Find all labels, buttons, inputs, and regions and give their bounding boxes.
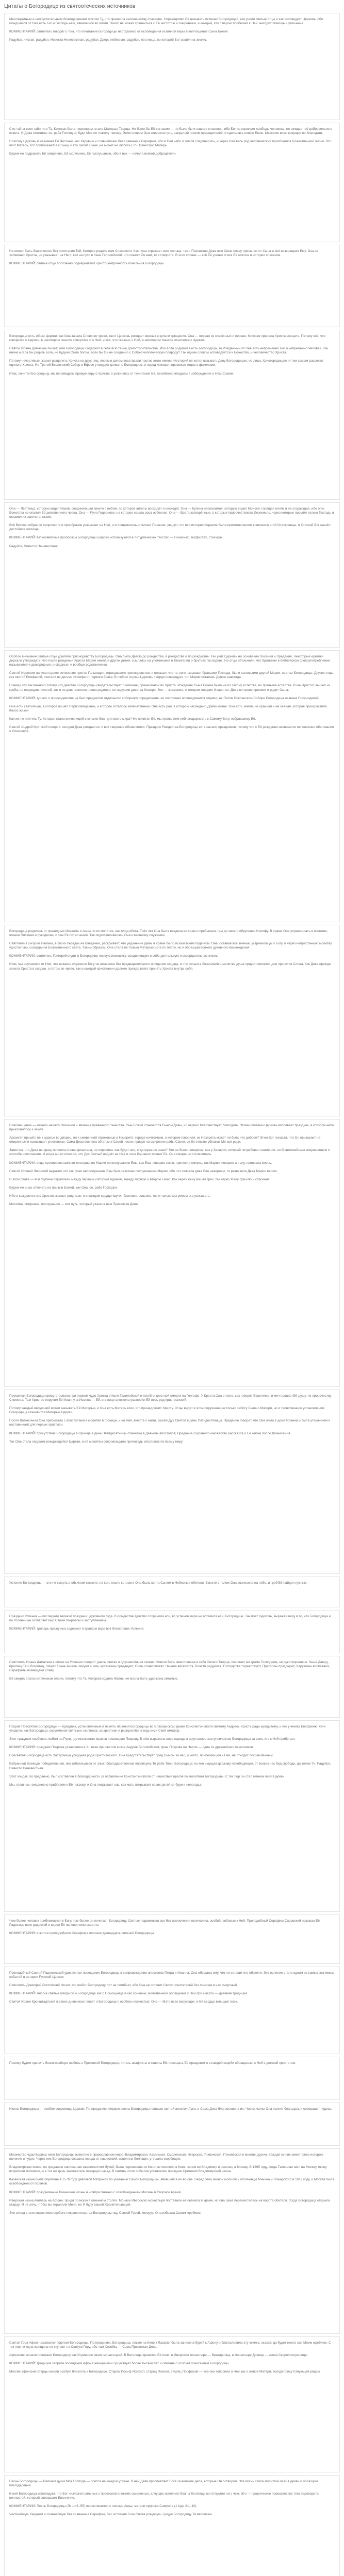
paragraph: Так Она стала сердцем рождающейся Церкви, и её молитвы сопровождали проповедь апостолов по всему миру. bbox=[9, 1439, 184, 1444]
paragraph: Чем более человек приближается к Богу, тем более он почитает Богородицу. Святые подвижники все без исключения отличались особой любовью к Ней. Преподобный Серафим Саровский называл Её Радостью всех радостей и видел Её явления многократно. bbox=[9, 1919, 320, 1927]
paragraph: Пресвятая Богородица присутствовала при первом чуде Христа в Кане Галилейской и при Его крестной смерти на Голгофе. У Креста Она стояла, как говорит Евангелие, и меч прошёл Её душу, по пророчеству Симеона. Там Христос поручил Её Иоанну, а Иоанна — Ей, и в лице апостола усыновил Ей весь род христианский. bbox=[9, 1394, 332, 1402]
paragraph: В ней Богородица исповедует, что Бог низложил сильных с престолов и вознёс смиренных, алчущих исполнил благ, а богатящихся отпустил ни с чем. Это — пророческое провозвестие того переворота ценностей, который совершает Евангелие. bbox=[9, 2492, 319, 2500]
paragraph: Иконы Богородицы — особое сокровище Церкви. По преданию, первые иконы Богородицы написал святой апостол Лука, и Сама Дева благословила их. Через иконы Она являет благодать и совершает чудеса. bbox=[9, 2107, 333, 2111]
paragraph: Иверская икона явилась на Афоне, придя по морю в огненном столпе. Монахи Иверского монастыря поставили её сначала в храме, но она сама переместилась на ворота обители. Тогда Богородица открыла старцу: Я не хочу, чтобы вы охраняли Меня, но Я буду вашей Хранительницей. bbox=[9, 2198, 330, 2207]
paragraph: Святой Андрей Критский говорит: сегодня Дева рождается, и всё творение обновляется. Праздник Рождества Богородицы есть начало праздников, потому что с Её рождения начинается исполнение обетования о Спасителе. bbox=[9, 725, 334, 734]
quote-block-1 bbox=[4, 13, 340, 120]
paragraph: Святитель Димитрий Ростовский писал: кто любит Богородицу, тот не погибнет, ибо Она не оставит Своих почитателей без помощи в час смертный. bbox=[9, 1984, 238, 1988]
paragraph: Песнь Богородицы — Величит душа Моя Господа — поётся на каждой утрене. В ней Дева прославляет Бога за великие дела, которые Он сотворил. Эта песнь стала молитвой всей Церкви и образцом благодарения. bbox=[9, 2480, 318, 2488]
paragraph: Потому нечестивые, желая разделить Христа на двух лиц, первым делом восставали против этого имени. Несторий не хотел называть Деву Богородицею, но лишь Христородицею, и тем самым рассекал единого Христа. Но Третий Вселенский Собор в Ефесе утвердил догмат о Богородице, и народ ликовал, провожая отцов с факелами. bbox=[9, 359, 323, 367]
paragraph: Святой Иоанн Кронштадтский в своих дневниках пишет о Богородице с особою нежностью: Она — Мать всех верующих, и Её сердце вмещает всех. bbox=[9, 2000, 238, 2004]
quote-block-9 bbox=[4, 1389, 340, 1574]
paragraph: Итак, почитая Богородицу, мы исповедуем правую веру о Христе; а уклоняясь от почитания Её, неизбежно впадаем в заблуждение о Нём Самом. bbox=[9, 371, 234, 376]
quote-block-12 bbox=[4, 1656, 340, 1718]
paragraph: Не может быть благочестия без почитания Той, Которая родила нам Спасителя. Как луна отражает свет солнца, так и Пресвятая Дева всю Свою славу приемлет от Сына и всё возвращает Ему. Она не затмевает Христа, но указывает на Него, как на пути в Кане Галилейской: что скажет Он вам, то сотворите. В этих словах — всё Её учение и вся Её миссия в истории спасения. bbox=[9, 249, 319, 258]
quote-block-4 bbox=[4, 330, 340, 500]
paragraph: Потому каждый верующий может называть Её Матерью, и Она есть Матерь всех, кто принадлежит Христу. Отцы видят в этом поручении не только заботу Сына о Матери, но и таинственное установление: Богородица становится Матерью Церкви. bbox=[9, 1406, 325, 1415]
paragraph: Радуйся, Невесто Неневестная! bbox=[9, 544, 59, 548]
quote-block-20 bbox=[4, 2475, 340, 2576]
paragraph: Благовещение — начало нашего спасения и явление превечного таинства. Сын Божий становится Сыном Девы, и Гавриил благовествует благодать. Этими словами Церковь воспевает праздник, в котором небо приклонилось к земле. bbox=[9, 1124, 334, 1132]
paragraph: Мы, грешные, ежедневно прибегаем к Её покрову, и Она покрывает нас, как мать покрывает своих детей от бури и непогоды. bbox=[9, 1783, 202, 1787]
paragraph: Почему это так важно? Потому что девство Богородицы свидетельствует о новизне, принесённой во Христе. Рождение Сына Божия было не по закону естества, но превыше естества. И как Христос вышел из гроба, не повредив печатей, так и из девственного чрева родился, не нарушив девства Матери. Это — знамение, о котором говорил Исаия: се, Дева во чреве приимет и родит Сына. bbox=[9, 684, 331, 692]
quote-block-19 bbox=[4, 2336, 340, 2472]
paragraph: Заметим, что Дева не сразу приняла слова архангела, но спросила: как будет сие, егда мужа не знаю? Это не было неверием, как у Захарии, который потребовал знамения, но благоговейным вопрошанием о способе исполнения. И когда ангел ответил, что Дух Святый найдёт на Неё и сила Вышнего осенит Её, Она смиренно согласилась. bbox=[9, 1148, 330, 1157]
quote-block-10 bbox=[4, 1577, 340, 1607]
paragraph: Преподобный Сергий Радонежский удостоился посещения Богородицы в сопровождении апостолов Петра и Иоанна. Она обещала ему, что не оставит его обители. Это явление стало одним из самых значимых событий в истории Русской Церкви. bbox=[9, 1971, 334, 1979]
paragraph: Взбранной Воеводе победительная, яко избавльшеся от злых, благодарственная восписуем Ти раби Твои, Богородице; но яко имущая державу непобедимую, от всяких нас бед свободи, да зовем Ти: Радуйся, Невесто Неневестная. bbox=[9, 1762, 331, 1770]
paragraph: Этот праздник особенно любим на Руси, где множество храмов посвящено Покрову. В нём выражена вера народа в неустанное заступничество Богородицы за всех, кто к Ней прибегает. bbox=[9, 1737, 296, 1741]
paragraph: Радуйся, чистая, радуйся, Невеста Неневестная, радуйся, Дверь небесная, радуйся, лестница, по которой Бог сошёл на землю. bbox=[9, 38, 207, 42]
paragraph: Многократным и неопустительным благодарением почтим Ту, что принесла человечеству спасение. Справедливо Её называть истинно Богородицей, как учили святые отцы и как исповедует Церковь, ибо Рождшийся от Неё есть Бог и Господь наш, явившийся во плоти. Ничто не может сравниться с Её чистотою и смирением, и каждый, кто с верою прибегает к Ней, находит помощь и утешение. bbox=[9, 18, 323, 26]
comment-paragraph: КОММЕНТАРИЙ: тропарь праздника содержит в кратком виде всё богословие Успения. bbox=[9, 1627, 144, 1631]
comment-paragraph: КОММЕНТАРИЙ: в житии преподобного Серафима описано двенадцать явлений Богородицы. bbox=[9, 1931, 155, 1936]
paragraph: Архангел пришёл не к царице во дворец, но к смиренной отроковице в Назарете, городе ничтожном, о котором говорили: из Назарета может ли быть что доброе? Этим Бог показал, что Он призирает на смиренных и возвышает униженных. Сама Дева воспела об этом в Своей песни: призре на смирение рабы Своея, се бо отныне ублажат Мя вси роди. bbox=[9, 1136, 321, 1144]
comment-paragraph: КОММЕНТАРИЙ: святитель говорит о том, что почитание Богородицы неотделимо от исповедания истинной веры в воплощение Сына Божия. bbox=[9, 30, 229, 34]
paragraph: После Вознесения Она пребывала с апостолами в молитве в горнице, и на Неё, вместе с ними, сошёл Дух Святой в день Пятидесятницы. Предание говорит, что Она жила в доме Иоанна и была утешением и наставницей для первых христиан. bbox=[9, 1419, 331, 1427]
comment-paragraph: КОММЕНТАРИЙ: празднование Казанской иконы 4 ноября связано с освобождением Москвы в Смутное время. bbox=[9, 2190, 182, 2194]
paragraph: Всё Ветхое собрание пророчеств и прообразов указывает на Неё, и кто внимательно читает Писание, увидит, что вся история Израиля была приготовлением к явлению этой Отроковицы, в Которой Бог нашёл достойное жилище. bbox=[9, 523, 331, 532]
quote-block-5 bbox=[4, 502, 340, 648]
comment-paragraph: КОММЕНТАРИЙ: Песнь Богородицы (Лк 1:46–55) перекликается с песнью Анны, матери пророка Самуила (1 Цар 2:1–10). bbox=[9, 2504, 198, 2509]
paragraph: Успение Богородицы — это не смерть в обычном смысле, но сон, после которого Она была взята Сыном в Небесные обители. Вместе с телом Она вознесена на небо, и гроб Её найден пустым. bbox=[9, 1581, 308, 1585]
quote-block-17 bbox=[4, 2103, 340, 2146]
paragraph: Честнейшую Херувим и славнейшую без сравнения Серафим, без истления Бога Слова рождшую, сущую Богородицу Тя величаем. bbox=[9, 2513, 213, 2517]
quote-block-16 bbox=[4, 2057, 340, 2100]
paragraph: Святой Иоанн Дамаскин пишет: имя Богородицы содержит в себе всю тайну домостроительства. Ибо если родившая есть Богородица, то Рождённый от Неё есть непременно Бог и непременно Человек. Как иначе могла бы родить Бога, не будучи Сама богом, если бы Он не соединил с Собою человеческую природу? Так одним словом исповедуется и Божество, и человечество Христа. bbox=[9, 347, 328, 355]
comment-paragraph: КОММЕНТАРИЙ: многие святые говорили о Богородице как о Помощнице в час кончины; молитвенное обращение к Ней при смерти — древняя традиция. bbox=[9, 1992, 248, 1996]
quote-block-8 bbox=[4, 1119, 340, 1387]
paragraph: Покров Пресвятой Богородицы — праздник, установленный в память явления Богородицы во Влахернском храме Константинополя святому Андрею, Христа ради юродивому, и его ученику Епифанию. Они увидели, как Богородица, окружённая святыми, молилась за христиан и распростёрла над ними Свой омофор. bbox=[9, 1725, 326, 1733]
paragraph: Итак, мы научаемся от Неё, что никакое служение Богу не возможно без предварительного очищения сердца, и что только в безмолвии и молитве душа приуготовляется для принятия Слова. Как Дева прежде зачала Христа в сердце, а потом во чреве, так и каждый христианин должен прежде всего принять Христа внутрь себя. bbox=[9, 962, 331, 971]
paragraph: Пресвятая Богородица есть Заступница усердная рода христианского. Она предстательствует пред Сыном за нас, и никто, прибегающий к Ней, не отходит посрамлённым. bbox=[9, 1754, 274, 1758]
paragraph: Владимирская икона, по преданию написанная евангелистом Лукой, была перенесена из Константинополя в Киев, затем во Владимир и наконец в Москву. В 1395 году, когда Тамерлан шёл на Москву, икону встретили москвичи, и в тот же день завоеватель повернул назад. В память этого события установлен праздник Сретения Владимирской иконы. bbox=[9, 2165, 327, 2174]
paragraph: Особое внимание святые отцы уделяли приснодевству Богородицы. Она была Девою до рождества, в рождестве и по рождестве. Так учит Церковь на основании Писания и Предания. Некоторые еретики дерзали утверждать, что после рождения Христа Мария имела и других детей, ссылаясь на упоминание в Евангелии о братьях Господних. Но отцы объяснили, что братьями в библейском словоупотреблении называются и двоюродные, и сводные, и вообще родственники. bbox=[9, 655, 330, 667]
paragraph: Этот кондак, по преданию, был составлен в благодарность за избавление Константинополя от нашествия врагов по молитвам Богородицы. С тех пор он стал гимном всей Церкви. bbox=[9, 1774, 286, 1778]
quote-block-11 bbox=[4, 1610, 340, 1653]
quote-block-15 bbox=[4, 1967, 340, 2054]
quote-block-7 bbox=[4, 925, 340, 1116]
paragraph: Святая Гора Афон называется Уделом Богородицы. По преданию, Богородица, плывя на Кипр к Лазарю, была занесена бурей к Афону и благословила эту землю, сказав: да будет место сие Моим жребием. С тех пор ни одна женщина не ступает на Святую Гору, ибо там Хозяйка — Сама Пресвятая Дева. bbox=[9, 2341, 331, 2349]
paragraph: Она — Лествица, которую видел Иаков, соединяющая землю с небом, по которой ангелы восходят и нисходят. Она — Купина неопалимая, которую видел Моисей, горящая огнём и не сгорающая, ибо огнь Божества не опалил Её девственного чрева. Она — Руно Гедеоново, на которое сошла роса небесная. Она — Врата затворённые, о которых пророчествовал Иезекииль, через которые прошёл только Господь и оставил их запечатанными. bbox=[9, 507, 334, 519]
comment-paragraph: КОММЕНТАРИЙ: присутствие Богородицы в горнице в день Пятидесятницы отмечено в Деяниях апостолов; Предание сохранило множество рассказов о Её жизни после Вознесения. bbox=[9, 1431, 291, 1435]
paragraph: Многие афонские старцы имели особую близость к Богородице. Старец Иосиф Исихаст, старец Паисий, старец Порфирий — все они говорили о Ней как о живой Матери, всегда присутствующей рядом. bbox=[9, 2370, 321, 2374]
paragraph: Будем же подражать Её смирению, Её молчанию, Её послушанию, ибо в них — начало всякой добродетели. bbox=[9, 152, 176, 156]
quote-block-14 bbox=[4, 1914, 340, 1964]
paragraph: Святой Ириней Лионский выразил это так: узел непослушания Евы был развязан послушанием Марии; ибо что связала дева Ева неверием, то развязала Дева Мария верою. bbox=[9, 1169, 278, 1173]
comment-paragraph: КОММЕНТАРИЙ: догмат о приснодевстве не был предметом отдельного соборного определения, но постоянно исповедовался отцами; на Пятом Вселенском Соборе Богородица названа Приснодевой. bbox=[9, 696, 320, 700]
quote-block-3 bbox=[4, 245, 340, 327]
paragraph: Посему будем хранить благоговейную любовь к Пресвятой Богородице, читать акафисты и каноны Ей, посещать Её праздники и в каждой скорби обращаться к Ней с детской простотою. bbox=[9, 2061, 297, 2065]
quote-block-18 bbox=[4, 2148, 340, 2334]
paragraph: Афонские монахи почитают Богородицу как Игумению своих монастырей. В Ватопеде хранится Её пояс, в Иверском монастыре — Вратарница, в монастыре Дохиар — икона Скоропослушница. bbox=[9, 2353, 308, 2358]
paragraph: Будем же и мы отвечать на призыв Божий, как Она: се, раба Господня. bbox=[9, 1185, 118, 1190]
quote-block-2 bbox=[4, 123, 340, 242]
paragraph: Богородица есть образ Церкви: как Она зачала Слово во чреве, так и Церковь рождает верных в купели крещения. Она — первая из спасённых и первая, Которая приняла Христа всецело. Потому всё, что говорится о Церкви, в некотором смысле говорится и о Ней, и всё, что сказано о Ней, в некотором смысле относится к Церкви. bbox=[9, 334, 325, 343]
paragraph: Казанская икона была обретена в 1579 году девочкой Матроной по указанию Самой Богородицы, явившейся ей во сне. Перед этой иконой молились ополченцы Минина и Пожарского в 1612 году, и Москва была освобождена от поляков. bbox=[9, 2178, 335, 2186]
comment-paragraph: КОММЕНТАРИЙ: традиция запрета посещения Афона женщинами существует более тысячи лет и связана с особым почитанием Богородицы. bbox=[9, 2362, 230, 2366]
comment-paragraph: КОММЕНТАРИЙ: святые отцы постоянно подчёркивают христоцентричность почитания Богородицы. bbox=[9, 262, 165, 266]
paragraph: Богородица родилась от праведных Иоакима и Анны по их молитве, как плод обета. Трёх лет Она была введена во храм и пребывала там до своего обручения Иосифу. В храме Она упражнялась в молитве, чтении Писания и рукоделии, и там Её питал ангел. Так подготавливалась Она к великому служению. bbox=[9, 929, 328, 938]
comment-paragraph: КОММЕНТАРИЙ: святитель Григорий видит в Богородице первую исихастку, соединившую в себе деятельную и созерцательную жизнь. bbox=[9, 954, 219, 958]
paragraph: Святой Иероним написал целое сочинение против Гельвидия, отрицавшего приснодевство, и показал, что те, кого называют братьями Господа, были сыновьями другой Марии, сестры Богородицы. Другие отцы, как святой Епифаний, считали их детьми Иосифа от первого брака. В любом случае Церковь твёрдо исповедует, что Мария осталась Девою навсегда. bbox=[9, 671, 334, 680]
paragraph: Поэтому Церковь и называет Её Честнейшею Херувим и славнейшею без сравнения Серафим, ибо в Ней небо и земля соединились, и через Неё весь род человеческий приобщился Божественной жизни. Кто чтит Матерь, тот приближается к Сыну, и кто любит Сына, не может не любить Его Пречистую Матерь. bbox=[9, 140, 332, 148]
paragraph: Её смерть стала источником жизни, потому что Та, Которая родила Жизнь, не могла быть удержана смертью. bbox=[9, 1677, 178, 1681]
comment-paragraph: КОММЕНТАРИЙ: праздник Покрова установлен в XII веке при святом князе Андрее Боголюбском; храм Покрова на Нерли — один из древнейших памятников. bbox=[9, 1745, 254, 1750]
page-title: Цитаты о Богородице из святоотеческих источников bbox=[4, 3, 136, 9]
paragraph: Молитва, смирение, послушание — вот путь, который указала нам Пресвятая Дева. bbox=[9, 1202, 139, 1207]
paragraph: Она есть святилище, в которое вошёл Первосвященник, и которое осталось запечатанным. Она есть рай, в котором насаждено Древо жизни. Она есть земля, не оранная и не сеяная, которая произрастила Колос жизни. bbox=[9, 704, 327, 713]
paragraph: Праздник Успения — последний великий праздник церковного года. В рождестве девство сохранила еси, во успении мира не оставила еси, Богородице. Так поёт Церковь, выражая веру в то, что Богородица и по Успении не оставляет мир Своим покровом и заступлением. bbox=[9, 1615, 331, 1623]
paragraph: Эти слова стали знамением особого покровительства Богородицы над Святой Горой, которую Она избрала Своим жребием. bbox=[9, 2211, 202, 2215]
paragraph: Ибо в каждом из нас Христос желает родиться, и в каждом сердце звучит благовествование, если только мы умеем его услышать. bbox=[9, 1194, 211, 1198]
paragraph: Святитель Григорий Палама, в своих беседах на Введение, раскрывает, что уединение Девы в храме было исихастским подвигом: Она, оставив всё земное, устремила ум к Богу, и через непрестанную молитву удостоилась созерцания Божественного света. Таким образом, Она стала не только Матерью Бога по плоти, но и образцом всякого духовного восхождения. bbox=[9, 942, 332, 950]
paragraph: Как же не почтить Ту, Которая стала виновницей стольких благ для всего мира? Не почитая Её, мы проявляем неблагодарность к Самому Богу, избравшему Её. bbox=[9, 717, 256, 721]
paragraph: В этом слове — вся глубина параллели между первым и вторым Адамом, между первою и второю Евою. Как через жену вошёл грех, так через Жену пришло и спасение. bbox=[9, 1177, 271, 1181]
comment-paragraph: КОММЕНТАРИЙ: отцы противопоставляют послушание Марии непослушанию Евы: как Ева, поверив змию, принесла смерть, так Мария, поверив ангелу, принесла жизнь. bbox=[9, 1161, 272, 1165]
quote-block-6 bbox=[4, 650, 340, 922]
paragraph: Сие тайна всех тайн: что Та, Которая была творением, стала Матерью Творца. Не было бы Её согласия — не было бы и нашего спасения, ибо Бог не насилует свободы человека, но ожидает её добровольного ответа. И Дева ответила: се, раба Господня; буди Мне по глаголу твоему. Этим словом Она отверзла путь, закрытый грехом прародителей, и сделалась новою Евою, Материю всех живущих по благодати. bbox=[9, 127, 333, 135]
paragraph: Святитель Иоанн Дамаскин в слове на Успение говорит: днесь святая и одушевлённая скиния Живого Бога, вместившая в себя Своего Творца, почивает во храме Господнем, не рукотворенном. Ныне Давид, праотец Её и богоотец, ликует. Ныне ангелы ликуют с ним, архангелы празднуют, Силы славословят, Начала веселятся, Власти радуются, Господства торжествуют, Престолы празднуют, Херувимы воспевают, Серафимы возвещают славу. bbox=[9, 1660, 330, 1673]
quote-block-13 bbox=[4, 1720, 340, 1912]
comment-paragraph: КОММЕНТАРИЙ: ветхозаветные прообразы Богородицы широко используются в литургических текстах — в канонах, акафистах, стихирах. bbox=[9, 536, 224, 540]
paragraph: Множество чудотворных икон Богородицы известно в православном мире: Владимирская, Казанская, Смоленская, Иверская, Тихвинская, Почаевская и многие другие. Каждая из них имеет свою историю явления и чудес. Через них Богородица спасала города от нашествий, исцеляла болящих, утешала скорбящих. bbox=[9, 2153, 323, 2161]
